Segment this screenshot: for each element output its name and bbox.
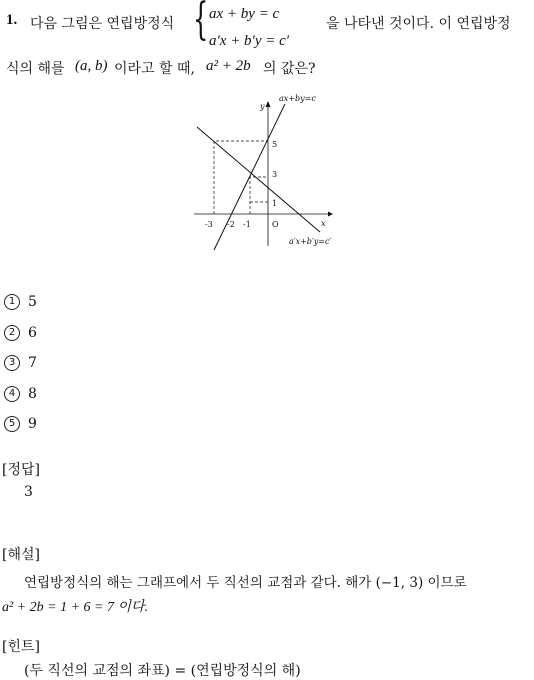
solution-pair: (a, b) [75,58,108,74]
x-tick-minus3: -3 [205,220,213,229]
choice-4[interactable] [4,386,37,402]
choice-2[interactable] [4,325,37,341]
explanation-line1: 연립방정식의 해는 그래프에서 두 직선의 교점과 같다. 해가 (−1, 3) 이므로 [24,575,467,591]
target-expression: a² + 2b [206,58,251,74]
choice-5[interactable] [4,416,37,432]
system-graph [190,90,350,250]
answer-value: 3 [24,484,33,500]
choice-value-4: 8 [28,386,37,402]
line1-label: ax+by=c [279,94,316,103]
question-tail: 을 나타낸 것이다. 이 연립방정 [326,16,511,32]
choice-mark-3: 3 [4,355,20,371]
y-axis-label: y [260,102,265,111]
choice-value-5: 9 [28,416,37,432]
choice-mark-5: 5 [4,416,20,432]
x-tick-minus2: -2 [227,220,235,229]
y-tick-5: 5 [272,140,278,149]
y-tick-3: 3 [272,170,278,179]
question-line2-a: 식의 해를 [6,61,65,77]
equation-1: ax + by = c [209,6,280,22]
system-brace: { [193,0,209,45]
explanation-line2: a² + 2b = 1 + 6 = 7 이다. [2,600,149,615]
origin-label: O [272,220,279,229]
guide-point-minus3-5 [214,141,268,214]
x-axis-label: x [321,219,326,228]
choice-3[interactable] [4,355,37,371]
choice-value-3: 7 [28,355,37,371]
y-axis-arrow [266,101,271,107]
question-number: 1. [6,12,18,28]
hint-text: (두 직선의 교점의 좌표) = (연립방정식의 해) [24,663,301,679]
answer-label: [정답] [2,462,40,478]
choice-1[interactable] [4,294,37,310]
choice-value-2: 6 [28,325,37,341]
choice-mark-4: 4 [4,386,20,402]
guide-point-minus1-3 [250,177,268,214]
question-line2-c: 의 값은? [263,61,316,77]
hint-label: [힌트] [2,639,40,655]
choice-value-1: 5 [28,294,37,310]
choice-mark-1: 1 [4,294,20,310]
line2-label: a′x+b′y=c′ [289,237,332,246]
x-tick-minus1: -1 [243,220,251,229]
question-line2-b: 이라고 할 때, [114,61,195,77]
question-lead: 다음 그림은 연립방정식 [30,16,175,32]
y-tick-1: 1 [272,199,278,208]
line-a2x-b2y-c2 [197,127,320,232]
x-axis-arrow [328,212,333,217]
choice-mark-2: 2 [4,325,20,341]
equation-2: a′x + b′y = c′ [209,33,290,49]
explanation-label: [해설] [2,547,40,563]
